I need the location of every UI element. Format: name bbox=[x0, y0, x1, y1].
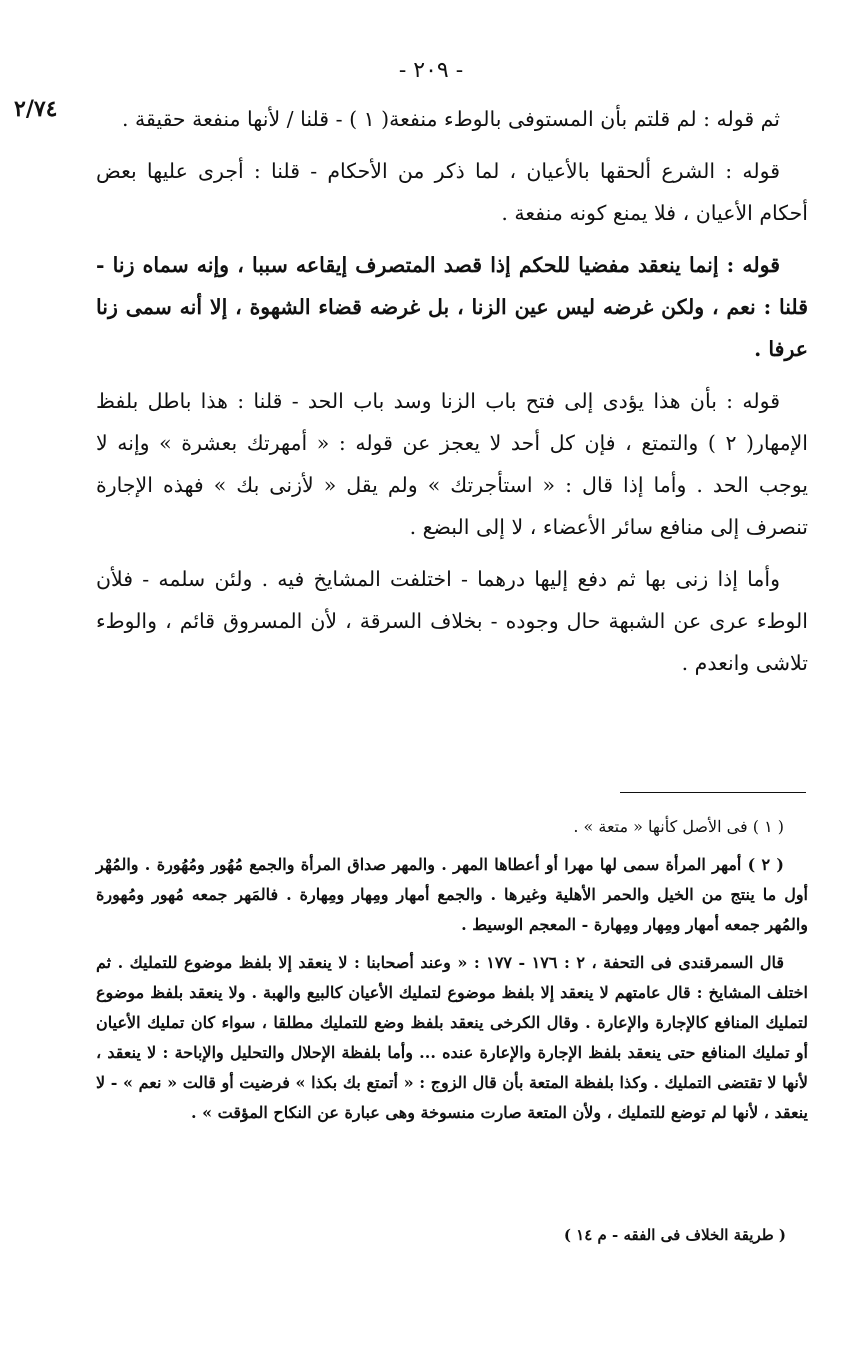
main-text bbox=[96, 98, 808, 694]
paragraph: قوله : بأن هذا يؤدى إلى فتح باب الزنا وسد باب الحد - قلنا : هذا باطل بلفظ الإمهار( ٢ ) والتمتع ، فإن كل أحد لا يعجز عن قوله : « أمهرتك بعشرة » وإنه لا يوجب الحد . وأما إذا قال : « استأجرتك » ولم يقل « لأزنى بك » فهذه الإجارة تنصرف إلى منافع سائر الأعضاء ، لا إلى البضع . bbox=[96, 389, 808, 539]
book-signature: ( طريقة الخلاف فى الفقه - م ١٤ ) bbox=[563, 1226, 786, 1244]
paragraph: وأما إذا زنى بها ثم دفع إليها درهما - اختلفت المشايخ فيه . ولئن سلمه - فلأن الوطء عرى عن الشبهة حال وجوده - بخلاف السرقة ، لأن المسروق قائم ، والوطء تلاشى وانعدم . bbox=[96, 567, 808, 675]
paragraph: قوله : إنما ينعقد مفضيا للحكم إذا قصد المتصرف إيقاعه سببا ، وإنه سماه زنا - قلنا : نعم ، ولكن غرضه ليس عين الزنا ، بل غرضه قضاء الشهوة ، إلا أنه سمى زنا عرفا . bbox=[96, 253, 808, 361]
footnote-2: ( ٢ ) أمهر المرأة سمى لها مهرا أو أعطاها المهر . والمهر صداق المرأة والجمع مُهُور ومُهُورة . والمُهْر أول ما ينتج من الخيل والحمر الأهلية وغيرها . والجمع أمهار ومِهار ومِهارة . فالمَهر جمعه مُهور ومُهورة والمُهر جمعه أمهار ومِهار ومِهارة - المعجم الوسيط . bbox=[96, 855, 809, 934]
manuscript-folio-reference: ٢/٧٤ bbox=[14, 96, 58, 122]
footnote-quote: قال السمرقندى فى التحفة ، ٢ : ١٧٦ - ١٧٧ : « وعند أصحابنا : لا ينعقد إلا بلفظ موضوع للتمليك . ثم اختلف المشايخ : قال عامتهم لا ينعقد إلا بلفظ موضوع لتمليك الأعيان كالبيع والهبة . ولا ينعقد بلفظ موضوع لتمليك المنافع كالإجارة والإعارة . وقال الكرخى ينعقد بلفظ وضع للتمليك مطلقا ، سواء كان تمليك الأعيان أو تمليك المنافع حتى ينعقد بلفظ الإجارة والإعارة عنده ... وأما بلفظة الإحلال والتحليل والإباحة : لا ينعقد ، لأنها لا تقتضى التمليك . وكذا بلفظة المتعة بأن قال الزوج : « أتمتع بك بكذا » فرضيت أو قالت « نعم » - لا ينعقد ، لأنها لم توضع للتمليك ، ولأن المتعة صارت منسوخة وهى عبارة عن النكاح المؤقت » . bbox=[96, 953, 808, 1122]
footnotes bbox=[96, 812, 808, 1136]
paragraph: قوله : الشرع ألحقها بالأعيان ، لما ذكر من الأحكام - قلنا : أجرى عليها بعض أحكام الأعيان ، فلا يمنع كونه منفعة . bbox=[96, 159, 808, 225]
page-number: - ٢٠٩ - bbox=[398, 58, 464, 83]
paragraph: ثم قوله : لم قلتم بأن المستوفى بالوطء منفعة( ١ ) - قلنا / لأنها منفعة حقيقة . bbox=[121, 107, 780, 131]
footnote-1: ( ١ ) فى الأصل كأنها « متعة » . bbox=[573, 817, 784, 836]
footnote-separator bbox=[620, 792, 806, 793]
